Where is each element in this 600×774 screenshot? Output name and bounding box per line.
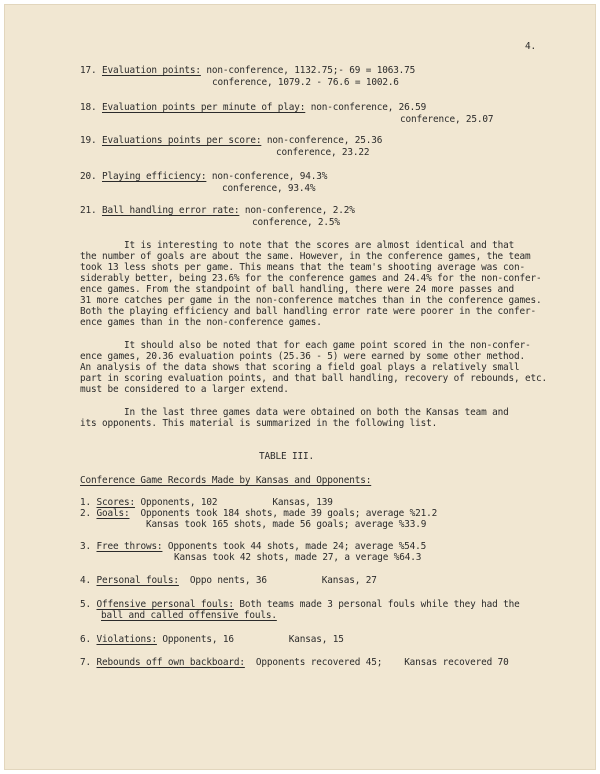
paragraph-line: part in scoring evaluation points, and that ball handling, recovery of rebounds, etc.	[80, 373, 548, 384]
paragraph-line: ence games. From the standpoint of ball handling, there were 24 more passes and	[80, 284, 515, 295]
item-value: non-conference, 26.59	[305, 102, 427, 113]
record-1	[80, 497, 333, 508]
item-17-line2: conference, 1079.2 - 76.6 = 1002.6	[212, 77, 399, 88]
record-label: Scores:	[96, 497, 135, 508]
typed-page	[4, 4, 596, 770]
item-label: Evaluations points per score:	[101, 135, 262, 146]
paragraph-line: In the last three games data were obtained on both the Kansas team and	[124, 407, 509, 418]
item-19	[80, 135, 382, 146]
record-label: Free throws:	[96, 541, 163, 552]
item-number: 20.	[80, 171, 97, 182]
record-value: Opponents, 102 Kansas, 139	[134, 497, 333, 508]
item-18-line2: conference, 25.07	[400, 114, 494, 125]
record-2-line2: Kansas took 165 shots, made 56 goals; average %33.9	[146, 519, 427, 530]
record-value: Opponents took 44 shots, made 24; average %54.5	[162, 541, 427, 552]
page-number: 4.	[525, 41, 536, 52]
item-19-line2: conference, 23.22	[276, 147, 370, 158]
item-21	[80, 205, 355, 216]
record-number: 2.	[80, 508, 91, 519]
item-number: 19.	[80, 135, 97, 146]
item-17	[80, 65, 415, 76]
item-value: non-conference, 94.3%	[206, 171, 328, 182]
record-number: 5.	[80, 599, 91, 610]
paragraph-line: It should also be noted that for each game point scored in the non-confer-	[124, 340, 531, 351]
record-number: 1.	[80, 497, 91, 508]
item-label: Evaluation points per minute of play:	[101, 102, 306, 113]
item-label: Playing efficiency:	[101, 171, 207, 182]
item-label: Ball handling error rate:	[101, 205, 240, 216]
paragraph-line: the number of goals are about the same. However, in the conference games, the team	[80, 251, 531, 262]
item-number: 17.	[80, 65, 97, 76]
paragraph-line: Both the playing efficiency and ball handling error rate were poorer in the confer-	[80, 306, 537, 317]
record-label: Goals:	[96, 508, 130, 519]
record-value: Opponents took 184 shots, made 39 goals; average %21.2	[129, 508, 438, 519]
item-value: non-conference, 1132.75;- 69 = 1063.75	[200, 65, 416, 76]
record-5	[80, 599, 520, 610]
record-6	[80, 634, 344, 645]
record-label: Offensive personal fouls:	[96, 599, 234, 610]
item-21-line2: conference, 2.5%	[252, 217, 340, 228]
table-title: TABLE III.	[259, 451, 314, 462]
item-number: 21.	[80, 205, 97, 216]
record-number: 7.	[80, 657, 91, 668]
paragraph-line: It is interesting to note that the scores are almost identical and that	[124, 240, 515, 251]
paragraph-line: An analysis of the data shows that scoring a field goal plays a relatively small	[80, 362, 520, 373]
item-20-line2: conference, 93.4%	[222, 183, 316, 194]
paragraph-line: ence games than in the non-conference games.	[80, 317, 322, 328]
record-5-line2: ball and called offensive fouls.	[101, 610, 277, 621]
item-20	[80, 171, 327, 182]
record-7	[80, 657, 509, 668]
record-number: 6.	[80, 634, 91, 645]
item-label: Evaluation points:	[101, 65, 201, 76]
record-number: 4.	[80, 575, 91, 586]
item-value: non-conference, 25.36	[261, 135, 383, 146]
record-label: Rebounds off own backboard:	[96, 657, 245, 668]
paragraph-line: siderably better, being 23.6% for the conference games and 24.4% for the non-confer-	[80, 273, 542, 284]
record-value: Opponents, 16 Kansas, 15	[156, 634, 344, 645]
record-label: Violations:	[96, 634, 157, 645]
paragraph-line: its opponents. This material is summarized in the following list.	[80, 418, 438, 429]
record-value: Oppo nents, 36 Kansas, 27	[178, 575, 377, 586]
table-subtitle: Conference Game Records Made by Kansas and Opponents:	[80, 475, 372, 486]
item-18	[80, 102, 426, 113]
paragraph-line: 31 more catches per game in the non-conference matches than in the conference games.	[80, 295, 542, 306]
paragraph-line: must be considered to a larger extend.	[80, 384, 289, 395]
record-3	[80, 541, 426, 552]
record-2	[80, 508, 437, 519]
paragraph-line: ence games, 20.36 evaluation points (25.36 - 5) were earned by some other method.	[80, 351, 526, 362]
record-3-line2: Kansas took 42 shots, made 27, a verage %64.3	[174, 552, 422, 563]
record-label: Personal fouls:	[96, 575, 179, 586]
paragraph-line: took 13 less shots per game. This means that the team's shooting average was con-	[80, 262, 526, 273]
record-number: 3.	[80, 541, 91, 552]
record-value: Opponents recovered 45; Kansas recovered 70	[244, 657, 509, 668]
record-4	[80, 575, 377, 586]
item-value: non-conference, 2.2%	[239, 205, 355, 216]
record-value: Both teams made 3 personal fouls while they had the	[233, 599, 520, 610]
item-number: 18.	[80, 102, 97, 113]
